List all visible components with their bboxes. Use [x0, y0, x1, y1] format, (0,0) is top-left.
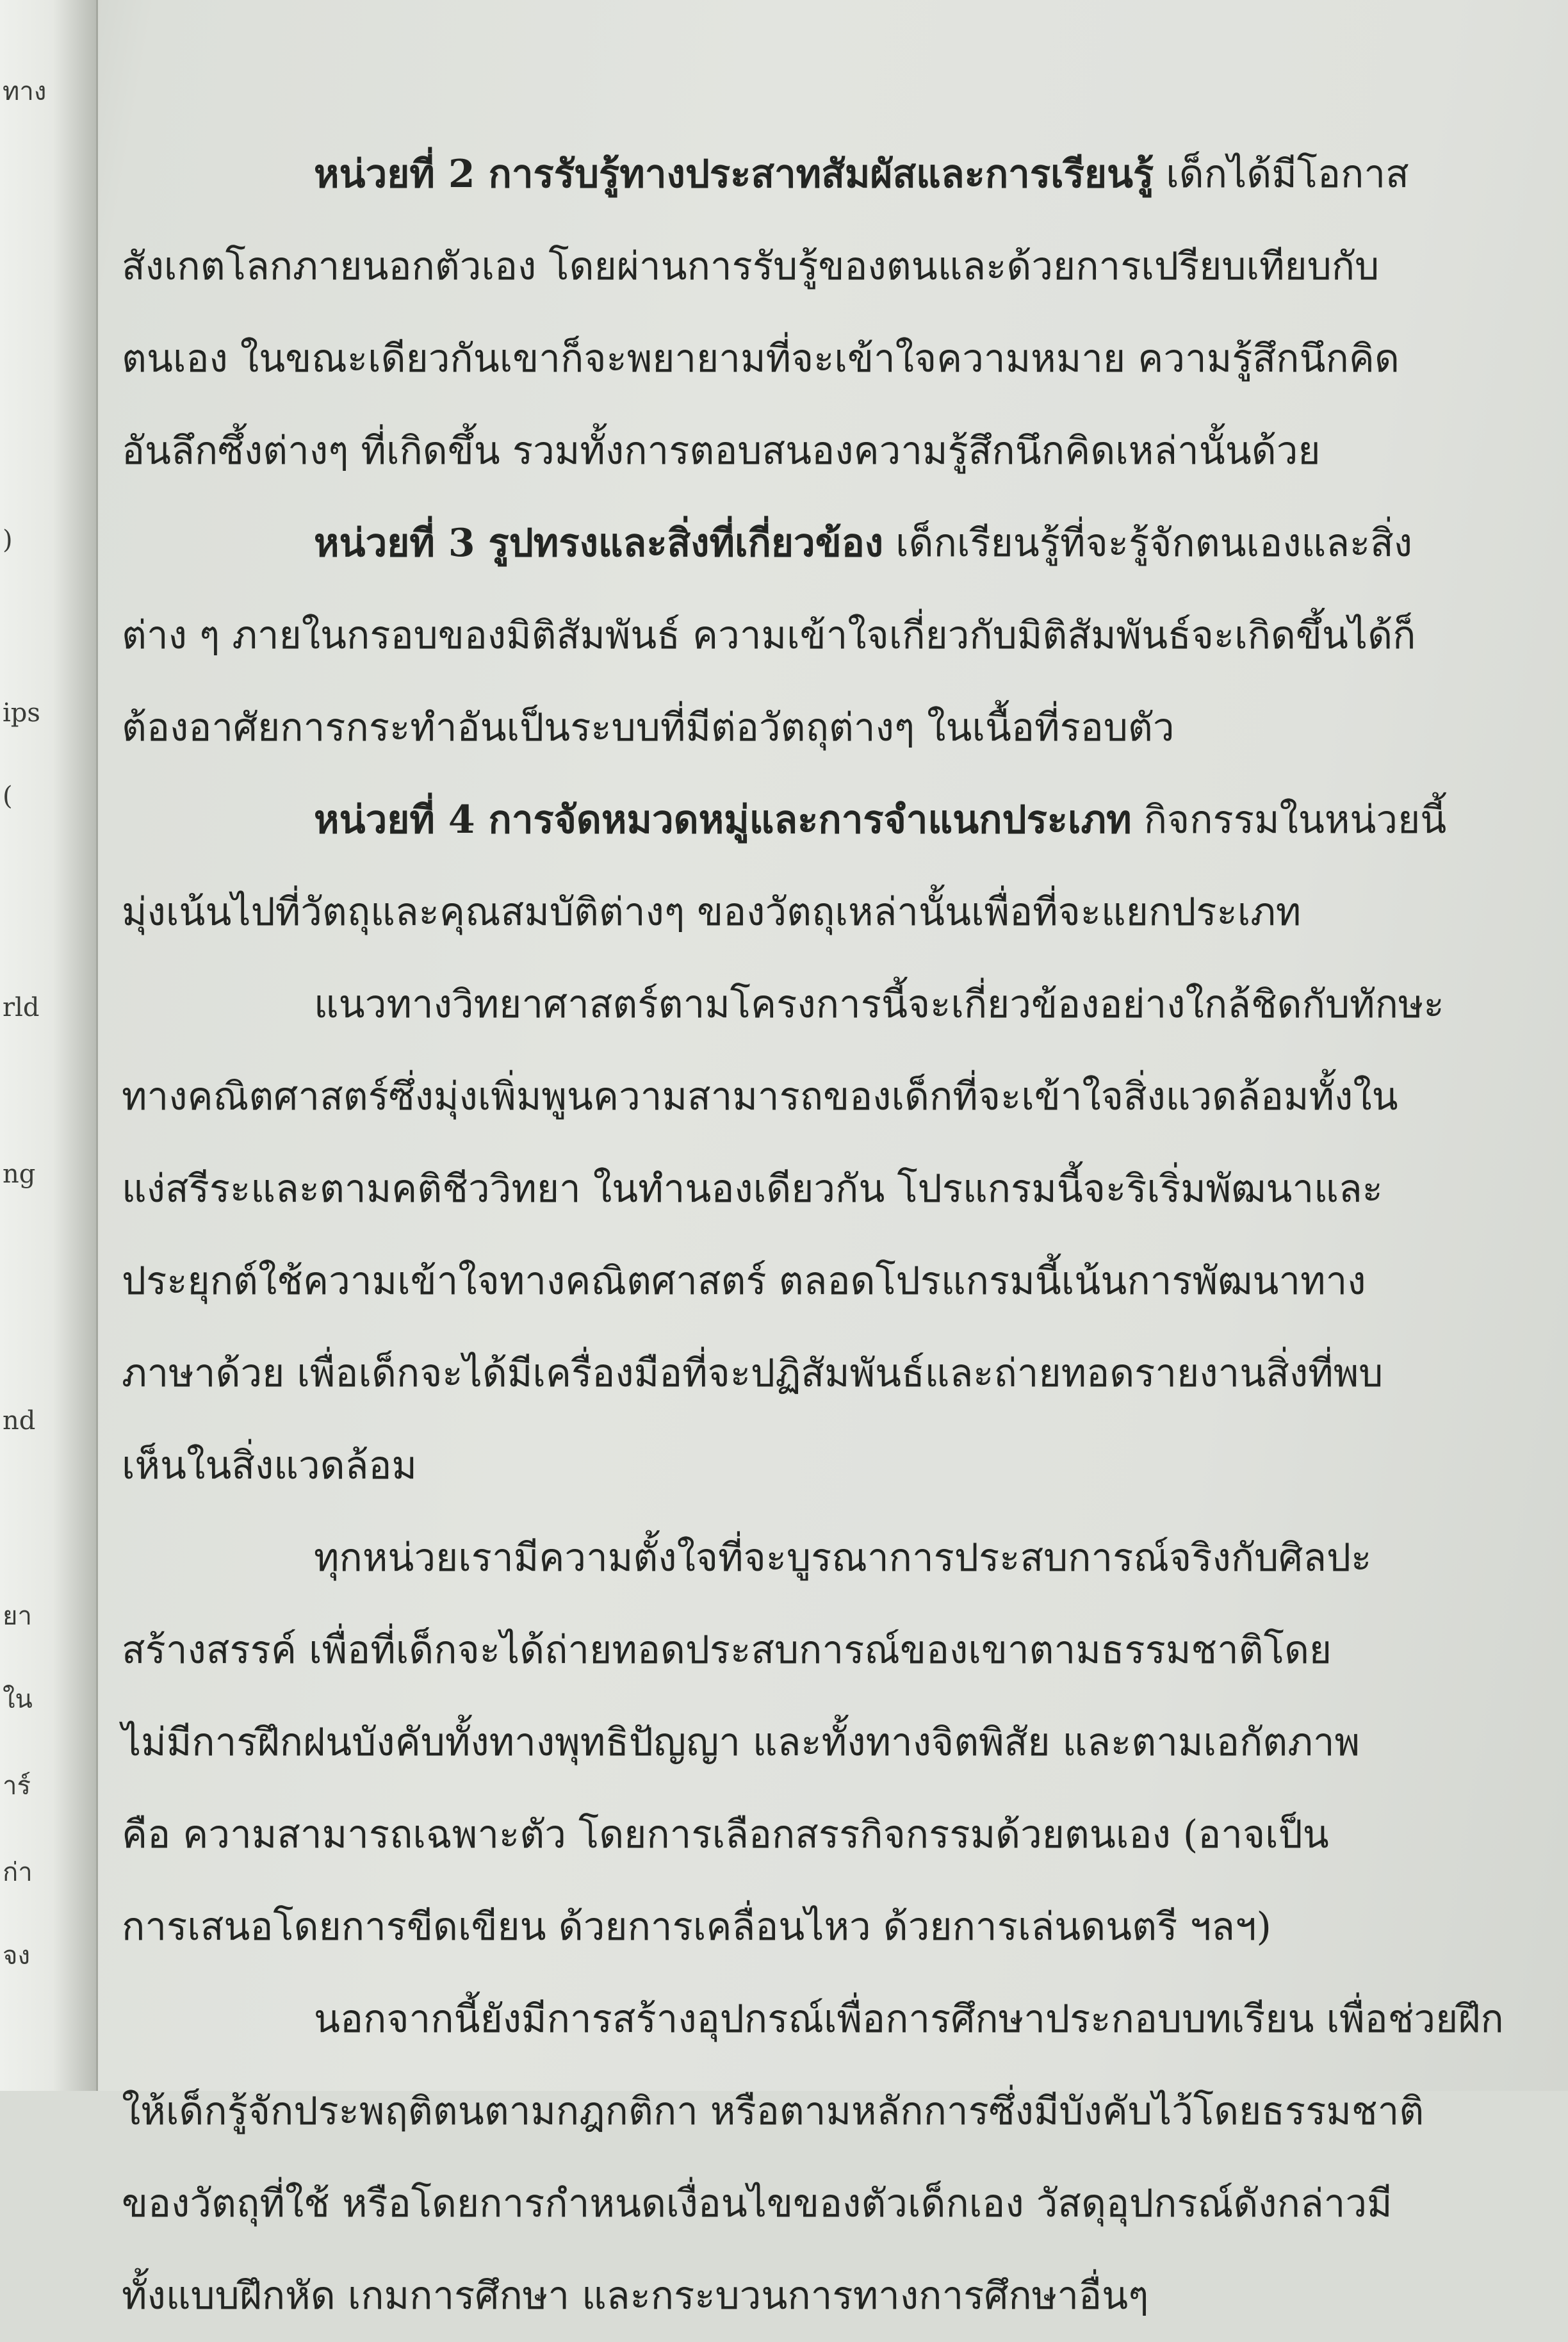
text-line: สังเกตโลกภายนอกตัวเอง โดยผ่านการรับรู้ของตนและด้วยการเปรียบเทียบกับ	[122, 244, 1380, 289]
text-line: มุ่งเน้นไปที่วัตถุและคุณสมบัติต่างๆ ของวัตถุเหล่านั้นเพื่อที่จะแยกประเภท	[122, 890, 1302, 935]
text-line: ของวัตถุที่ใช้ หรือโดยการกำหนดเงื่อนไขของตัวเด็กเอง วัสดุอุปกรณ์ดังกล่าวมี	[122, 2181, 1392, 2226]
facing-page-fragment: nd	[3, 1406, 36, 1436]
facing-page-fragment: rld	[3, 993, 40, 1022]
text-line	[122, 497, 1492, 589]
text-line: ไม่มีการฝึกฝนบังคับทั้งทางพุทธิปัญญา และทั้งทางจิตพิสัย และตามเอกัตภาพ	[122, 1720, 1360, 1765]
unit-heading: หน่วยที่ 3 รูปทรงและสิ่งที่เกี่ยวข้อง	[314, 521, 884, 566]
text-line: ภาษาด้วย เพื่อเด็กจะได้มีเครื่องมือที่จะปฏิสัมพันธ์และถ่ายทอดรายงานสิ่งที่พบ	[122, 1351, 1384, 1396]
facing-page-fragment: ng	[3, 1159, 36, 1189]
facing-page-fragment: ทาง	[3, 77, 47, 106]
text-line	[122, 774, 1492, 866]
facing-page-fragment: จง	[3, 1941, 30, 1970]
line-text: เด็กได้มีโอกาส	[1154, 152, 1409, 197]
text-line: ทางคณิตศาสตร์ซึ่งมุ่งเพิ่มพูนความสามารถของเด็กที่จะเข้าใจสิ่งแวดล้อมทั้งใน	[122, 1074, 1398, 1119]
text-line: ตนเอง ในขณะเดียวกันเขาก็จะพยายามที่จะเข้าใจความหมาย ความรู้สึกนึกคิด	[122, 336, 1400, 381]
text-line: ประยุกต์ใช้ความเข้าใจทางคณิตศาสตร์ ตลอดโปรแกรมนี้เน้นการพัฒนาทาง	[122, 1259, 1366, 1304]
paragraph-unit-4	[122, 774, 1492, 958]
text-line: ให้เด็กรู้จักประพฤติตนตามกฎกติกา หรือตามหลักการซึ่งมีบังคับไว้โดยธรรมชาติ	[122, 2089, 1425, 2134]
text-line: การเสนอโดยการขีดเขียน ด้วยการเคลื่อนไหว ด้วยการเล่นดนตรี ฯลฯ)	[122, 1904, 1271, 1949]
paragraph-science-approach	[122, 958, 1492, 1512]
text-line: ทั้งแบบฝึกหัด เกมการศึกษา และกระบวนการทางการศึกษาอื่นๆ	[122, 2273, 1149, 2318]
text-line	[122, 128, 1492, 220]
text-line: ทุกหน่วยเรามีความตั้งใจที่จะบูรณาการประสบการณ์จริงกับศิลปะ	[314, 1535, 1372, 1580]
paragraph-creative-art	[122, 1512, 1492, 1973]
facing-page-fragment: ips	[3, 698, 40, 728]
text-line: คือ ความสามารถเฉพาะตัว โดยการเลือกสรรกิจกรรมด้วยตนเอง (อาจเป็น	[122, 1812, 1329, 1857]
text-line: แง่สรีระและตามคติชีววิทยา ในทำนองเดียวกัน โปรแกรมนี้จะริเริ่มพัฒนาและ	[122, 1167, 1383, 1211]
text-line: แนวทางวิทยาศาสตร์ตามโครงการนี้จะเกี่ยวข้องอย่างใกล้ชิดกับทักษะ	[314, 982, 1444, 1027]
facing-page-fragment: )	[3, 525, 13, 555]
text-line: เห็นในสิ่งแวดล้อม	[122, 1443, 417, 1488]
line-text: เด็กเรียนรู้ที่จะรู้จักตนเองและสิ่ง	[883, 521, 1413, 566]
paragraph-learning-materials	[122, 1973, 1504, 2342]
facing-page-fragment: าร์	[3, 1771, 31, 1801]
facing-page-fragment: ก่า	[3, 1858, 33, 1887]
page-body-text	[122, 128, 1504, 2342]
unit-heading: หน่วยที่ 2 การรับรู้ทางประสาทสัมผัสและการเรียนรู้	[314, 152, 1154, 197]
unit-heading: หน่วยที่ 4 การจัดหมวดหมู่และการจำแนกประเภท	[314, 798, 1132, 842]
line-text: กิจกรรมในหน่วยนี้	[1131, 798, 1447, 842]
text-line: อันลึกซึ้งต่างๆ ที่เกิดขึ้น รวมทั้งการตอบสนองความรู้สึกนึกคิดเหล่านั้นด้วย	[122, 429, 1321, 473]
facing-page-edge	[0, 0, 98, 2091]
text-line: นอกจากนี้ยังมีการสร้างอุปกรณ์เพื่อการศึกษาประกอบบทเรียน เพื่อช่วยฝึก	[314, 1997, 1504, 2042]
facing-page-fragment: ใน	[3, 1685, 33, 1714]
paragraph-unit-2	[122, 128, 1492, 497]
text-line: ต้องอาศัยการกระทำอันเป็นระบบที่มีต่อวัตถุต่างๆ ในเนื้อที่รอบตัว	[122, 705, 1175, 750]
paragraph-unit-3	[122, 497, 1492, 774]
facing-page-fragment: ยา	[3, 1601, 32, 1631]
facing-page-fragment: (	[3, 782, 13, 811]
text-line: ต่าง ๆ ภายในกรอบของมิติสัมพันธ์ ความเข้าใจเกี่ยวกับมิติสัมพันธ์จะเกิดขึ้นได้ก็	[122, 613, 1416, 658]
text-line: สร้างสรรค์ เพื่อที่เด็กจะได้ถ่ายทอดประสบการณ์ของเขาตามธรรมชาติโดย	[122, 1628, 1332, 1673]
